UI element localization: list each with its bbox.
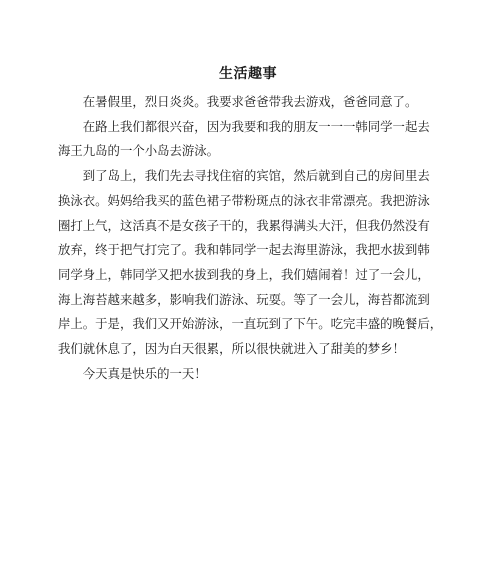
paragraph-line: 圈打上气，这活真不是女孩子干的，我累得满头大汗，但我仍然没有	[58, 217, 430, 233]
paragraph-line: 在路上我们都很兴奋，因为我要和我的朋友一一一韩同学一起去	[82, 118, 430, 134]
document-body	[58, 90, 443, 386]
paragraph-line: 海王九岛的一个小岛去游泳。	[58, 143, 220, 159]
paragraph-3	[58, 164, 443, 362]
paragraph-4	[58, 362, 438, 387]
paragraph-line: 在暑假里，烈日炎炎。我要求爸爸带我去游戏，爸爸同意了。	[82, 94, 418, 109]
document-title: 生活趣事	[219, 66, 277, 82]
paragraph-line: 岸上。于是，我们又开始游泳，一直玩到了下午。吃完丰盛的晚餐后，	[58, 316, 443, 332]
paragraph-line: 换泳衣。妈妈给我买的蓝色裙子带粉斑点的泳衣非常漂亮。我把游泳	[58, 192, 430, 208]
paragraph-line: 放弃，终于把气打完了。我和韩同学一起去海里游泳，我把水拔到韩	[58, 242, 430, 258]
paragraph-2	[58, 115, 438, 164]
paragraph-line: 到了岛上，我们先去寻找住宿的宾馆，然后就到自己的房间里去	[82, 168, 430, 184]
paragraph-line: 同学身上，韩同学又把水拔到我的身上，我们嬉闹着！过了一会儿，	[58, 266, 430, 282]
paragraph-1	[58, 90, 438, 115]
paragraph-line: 海上海苔越来越多，影响我们游泳、玩耍。等了一会儿，海苔都流到	[58, 291, 430, 307]
paragraph-line: 今天真是快乐的一天！	[82, 365, 207, 381]
paragraph-line: 我们就休息了，因为白天很累，所以很快就进入了甜美的梦乡！	[58, 341, 405, 357]
